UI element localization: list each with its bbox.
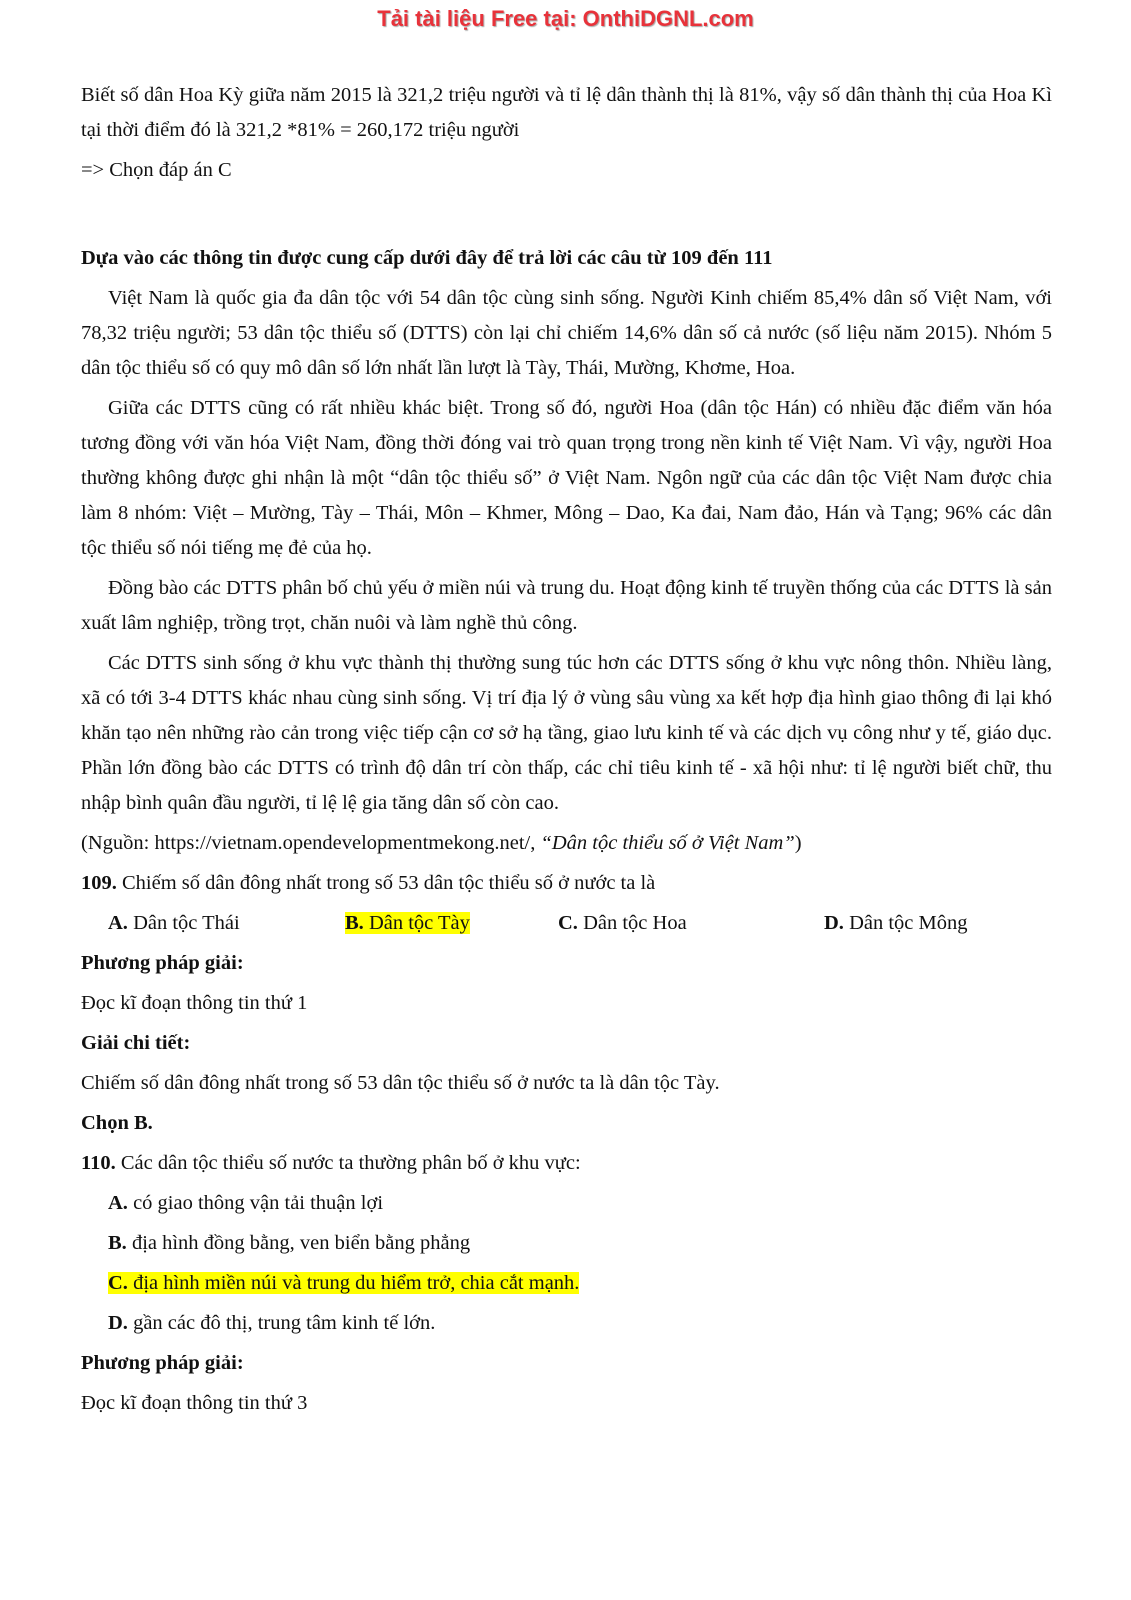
correct-answer-highlight — [108, 1272, 579, 1294]
option-b — [108, 1226, 1052, 1261]
previous-answer-explanation: Biết số dân Hoa Kỳ giữa năm 2015 là 321,2 triệu người và tỉ lệ dân thành thị là 81%, vậy số dân thành thị của Hoa Kì tại thời điểm đó là 321,2 *81% = 260,172 triệu người — [81, 84, 1052, 141]
passage-paragraph-1: Việt Nam là quốc gia đa dân tộc với 54 dân tộc cùng sinh sống. Người Kinh chiếm 85,4% dân số Việt Nam, với 78,32 triệu người; 53 dân tộc thiểu số (DTTS) còn lại chỉ chiếm 14,6% dân số cả nước (số liệu năm 2015). Nhóm 5 dân tộc thiểu số có quy mô dân số lớn nhất lần lượt là Tày, Thái, Mường, Khơme, Hoa. — [81, 287, 1052, 379]
passage-paragraph-4: Các DTTS sinh sống ở khu vực thành thị thường sung túc hơn các DTTS sống ở khu vực nông thôn. Nhiều làng, xã có tới 3-4 DTTS khác nhau cùng sinh sống. Vị trí địa lý ở vùng sâu vùng xa kết hợp địa hình giao thông đi lại khó khăn tạo nên những rào cản trong việc tiếp cận cơ sở hạ tầng, giao lưu kinh tế và các dịch vụ công như y tế, giáo dục. Phần lớn đồng bào các DTTS có trình độ dân trí còn thấp, các chỉ tiêu kinh tế - xã hội như: tỉ lệ người biết chữ, thu nhập bình quân đầu người, tỉ lệ lệ gia tăng dân số còn cao. — [81, 652, 1052, 814]
question-109 — [81, 866, 1052, 901]
option-letter: A. — [108, 1192, 128, 1214]
detail-label-text: Giải chi tiết: — [81, 1032, 191, 1054]
method-text: Đọc kĩ đoạn thông tin thứ 1 — [81, 992, 308, 1014]
site-banner: Tải tài liệu Free tại: OnthiDGNL.com — [377, 6, 754, 31]
method-label-text: Phương pháp giải: — [81, 1352, 244, 1374]
question-number: 109. — [81, 872, 117, 894]
option-d — [824, 906, 968, 941]
detail-label — [81, 1026, 1052, 1061]
question-text: Các dân tộc thiểu số nước ta thường phân bố ở khu vực: — [115, 1152, 581, 1174]
correct-answer-highlight — [345, 912, 470, 934]
question-109-options — [81, 906, 1052, 941]
passage-paragraph-3: Đồng bào các DTTS phân bố chủ yếu ở miền núi và trung du. Hoạt động kinh tế truyền thống của các DTTS là sản xuất lâm nghiệp, trồng trọt, chăn nuôi và làm nghề thủ công. — [81, 577, 1052, 634]
option-text: gần các đô thị, trung tâm kinh tế lớn. — [127, 1312, 436, 1334]
source-suffix: ) — [794, 832, 802, 854]
question-number: 110. — [81, 1152, 116, 1174]
option-letter: D. — [824, 912, 844, 934]
passage-source — [81, 826, 1052, 861]
answer-choice — [81, 1106, 1052, 1141]
option-letter: B. — [345, 912, 364, 934]
method-label-text: Phương pháp giải: — [81, 952, 244, 974]
document-body — [81, 78, 1052, 1421]
option-c — [558, 906, 824, 941]
question-text: Chiếm số dân đông nhất trong số 53 dân tộc thiểu số ở nước ta là — [116, 872, 656, 894]
option-letter: C. — [558, 912, 578, 934]
method-text: Đọc kĩ đoạn thông tin thứ 3 — [81, 1392, 308, 1414]
detail-text: Chiếm số dân đông nhất trong số 53 dân tộc thiểu số ở nước ta là dân tộc Tày. — [81, 1072, 720, 1094]
option-text: địa hình đồng bằng, ven biển bằng phẳng — [126, 1232, 471, 1254]
option-d — [108, 1306, 1052, 1341]
source-title: “Dân tộc thiểu số ở Việt Nam” — [540, 832, 795, 854]
answer-choice-text: Chọn B. — [81, 1112, 153, 1134]
option-letter: B. — [108, 1232, 127, 1254]
option-b — [345, 906, 558, 941]
previous-answer-choice: => Chọn đáp án C — [81, 159, 232, 181]
option-text: địa hình miền núi và trung du hiểm trở, chia cắt mạnh. — [127, 1272, 580, 1294]
option-text: Dân tộc Tày — [363, 912, 470, 934]
option-text: Dân tộc Thái — [127, 912, 240, 934]
passage-paragraph-2: Giữa các DTTS cũng có rất nhiều khác biệt. Trong số đó, người Hoa (dân tộc Hán) có nhiều đặc điểm văn hóa tương đồng với văn hóa Việt Nam, đồng thời đóng vai trò quan trọng trong nền kinh tế Việt Nam. Vì vậy, người Hoa thường không được ghi nhận là một “dân tộc thiểu số” ở Việt Nam. Ngôn ngữ của các dân tộc Việt Nam được chia làm 8 nhóm: Việt – Mường, Tày – Thái, Môn – Khmer, Mông – Dao, Ka đai, Nam đảo, Hán và Tạng; 96% các dân tộc thiểu số nói tiếng mẹ đẻ của họ. — [81, 397, 1052, 559]
source-prefix: (Nguồn: https://vietnam.opendevelopmentmekong.net/, — [81, 832, 541, 854]
method-label — [81, 946, 1052, 981]
option-letter: D. — [108, 1312, 128, 1334]
option-text: Dân tộc Mông — [843, 912, 968, 934]
option-text: Dân tộc Hoa — [577, 912, 687, 934]
option-letter: C. — [108, 1272, 128, 1294]
question-110-options — [81, 1186, 1052, 1341]
passage-heading: Dựa vào các thông tin được cung cấp dưới đây để trả lời các câu từ 109 đến 111 — [81, 247, 773, 269]
option-a — [108, 906, 345, 941]
option-letter: A. — [108, 912, 128, 934]
question-110 — [81, 1146, 1052, 1181]
option-c — [108, 1266, 1052, 1301]
method-label — [81, 1346, 1052, 1381]
option-a — [108, 1186, 1052, 1221]
option-text: có giao thông vận tải thuận lợi — [127, 1192, 384, 1214]
